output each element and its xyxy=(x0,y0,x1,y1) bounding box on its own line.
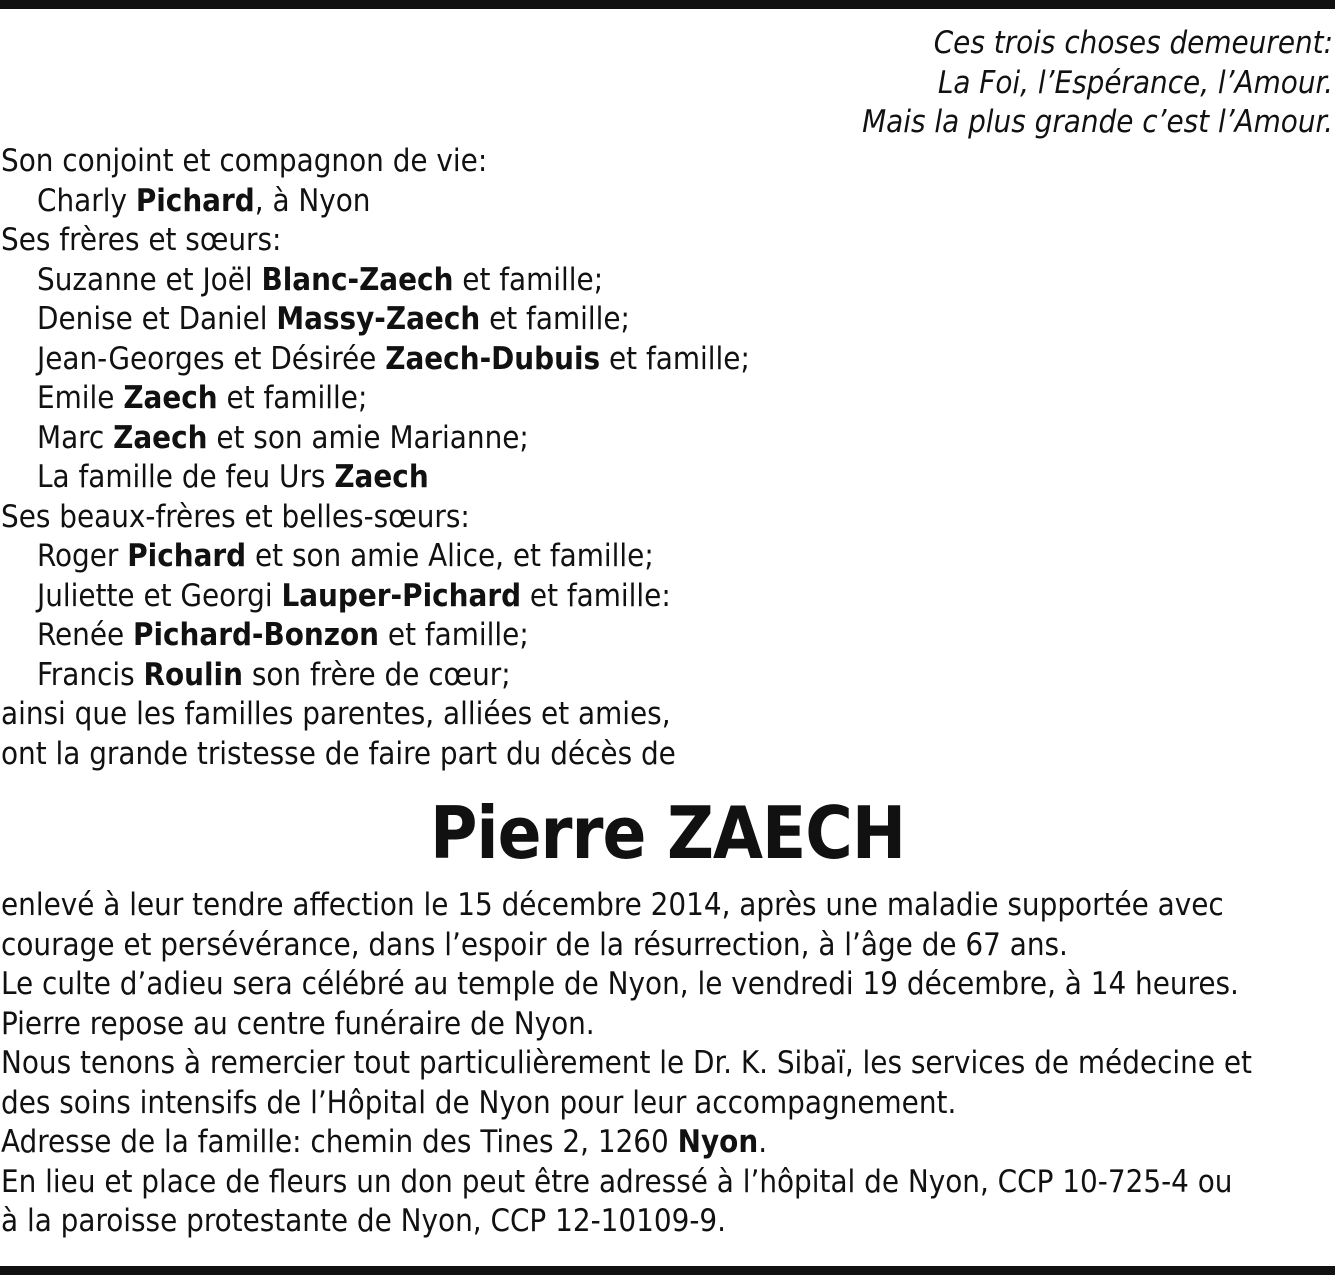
body-line: En lieu et place de fleurs un don peut être adressé à l’hôpital de Nyon, CCP 10-725-4 ou xyxy=(1,1163,1233,1200)
body-line: Pierre repose au centre funéraire de Nyon. xyxy=(1,1005,595,1042)
address-city: Nyon xyxy=(677,1124,759,1160)
entry-suffix: et son amie Alice, et famille; xyxy=(246,538,654,574)
entry-suffix: et famille; xyxy=(600,340,750,377)
entry-suffix: et famille; xyxy=(480,301,630,337)
top-rule xyxy=(0,0,1335,9)
closing-line: ainsi que les familles parentes, alliées et amies, xyxy=(1,696,671,732)
entry-prefix: Francis xyxy=(37,656,144,693)
sibling-entry xyxy=(1,458,750,498)
quote-line: Ces trois choses demeurent: xyxy=(933,25,1333,61)
spouse-entry xyxy=(1,182,750,222)
entry-surname: Pichard xyxy=(127,538,247,574)
entry-surname: Zaech-Dubuis xyxy=(385,340,601,377)
entry-prefix: Renée xyxy=(37,617,134,653)
sibling-entry xyxy=(1,419,750,459)
entry-prefix: Denise et Daniel xyxy=(37,301,277,337)
family-address xyxy=(1,1123,1252,1163)
sibling-entry xyxy=(1,340,750,380)
entry-suffix: et famille; xyxy=(379,617,529,653)
entry-suffix: , à Nyon xyxy=(254,182,371,219)
body-line: des soins intensifs de l’Hôpital de Nyon pour leur accompagnement. xyxy=(1,1084,957,1121)
entry-prefix: Charly xyxy=(37,182,136,219)
family-list xyxy=(1,142,750,774)
inlaw-entry xyxy=(1,537,750,577)
entry-suffix: et famille; xyxy=(217,380,368,416)
entry-suffix: et famille; xyxy=(453,261,604,298)
address-text: Adresse de la famille: chemin des Tines 2, 1260 xyxy=(1,1124,678,1160)
body-line: Le culte d’adieu sera célébré au temple de Nyon, le vendredi 19 décembre, à 14 heures. xyxy=(1,966,1239,1002)
entry-prefix: Jean-Georges et Désirée xyxy=(37,340,386,377)
quote-line: La Foi, l’Espérance, l’Amour. xyxy=(937,64,1333,101)
spouse-heading: Son conjoint et compagnon de vie: xyxy=(1,143,488,179)
entry-suffix: et famille: xyxy=(521,577,671,614)
entry-surname: Zaech xyxy=(113,419,208,456)
sibling-entry xyxy=(1,379,750,419)
body-line: courage et persévérance, dans l’espoir de la résurrection, à l’âge de 67 ans. xyxy=(1,926,1068,963)
closing-line: ont la grande tristesse de faire part du décès de xyxy=(1,735,676,772)
entry-prefix: Marc xyxy=(37,419,114,456)
inlaw-entry xyxy=(1,616,750,656)
deceased-name: Pierre ZAECH xyxy=(429,791,906,875)
entry-prefix: Emile xyxy=(37,380,124,416)
entry-surname: Massy-Zaech xyxy=(276,301,481,337)
entry-surname: Lauper-Pichard xyxy=(281,577,522,614)
body-line: à la paroisse protestante de Nyon, CCP 12-10109-9. xyxy=(1,1203,727,1239)
quote-line: Mais la plus grande c’est l’Amour. xyxy=(862,104,1333,140)
epigraph-quote xyxy=(862,24,1333,143)
sibling-entry xyxy=(1,300,750,340)
sibling-entry xyxy=(1,261,750,301)
body-line: Nous tenons à remercier tout particulièrement le Dr. K. Sibaï, les services de médecine et xyxy=(1,1045,1252,1081)
entry-surname: Zaech xyxy=(123,380,218,416)
entry-surname: Roulin xyxy=(143,656,243,693)
entry-suffix: et son amie Marianne; xyxy=(207,419,529,456)
address-suffix: . xyxy=(758,1124,768,1160)
inlaw-entry xyxy=(1,577,750,617)
bottom-rule xyxy=(0,1266,1335,1275)
entry-prefix: La famille de feu Urs xyxy=(37,459,335,495)
entry-surname: Zaech xyxy=(334,459,429,495)
announcement-body xyxy=(1,886,1252,1242)
entry-suffix: son frère de cœur; xyxy=(242,656,511,693)
entry-surname: Pichard-Bonzon xyxy=(133,617,380,653)
siblings-heading: Ses frères et sœurs: xyxy=(1,222,282,258)
entry-prefix: Juliette et Georgi xyxy=(37,577,282,614)
entry-prefix: Roger xyxy=(37,538,128,574)
inlaws-heading: Ses beaux-frères et belles-sœurs: xyxy=(1,498,470,535)
entry-prefix: Suzanne et Joël xyxy=(37,261,262,298)
entry-surname: Blanc-Zaech xyxy=(261,261,454,298)
entry-surname: Pichard xyxy=(135,182,255,219)
body-line: enlevé à leur tendre affection le 15 décembre 2014, après une maladie supportée avec xyxy=(1,887,1224,923)
inlaw-entry xyxy=(1,656,750,696)
